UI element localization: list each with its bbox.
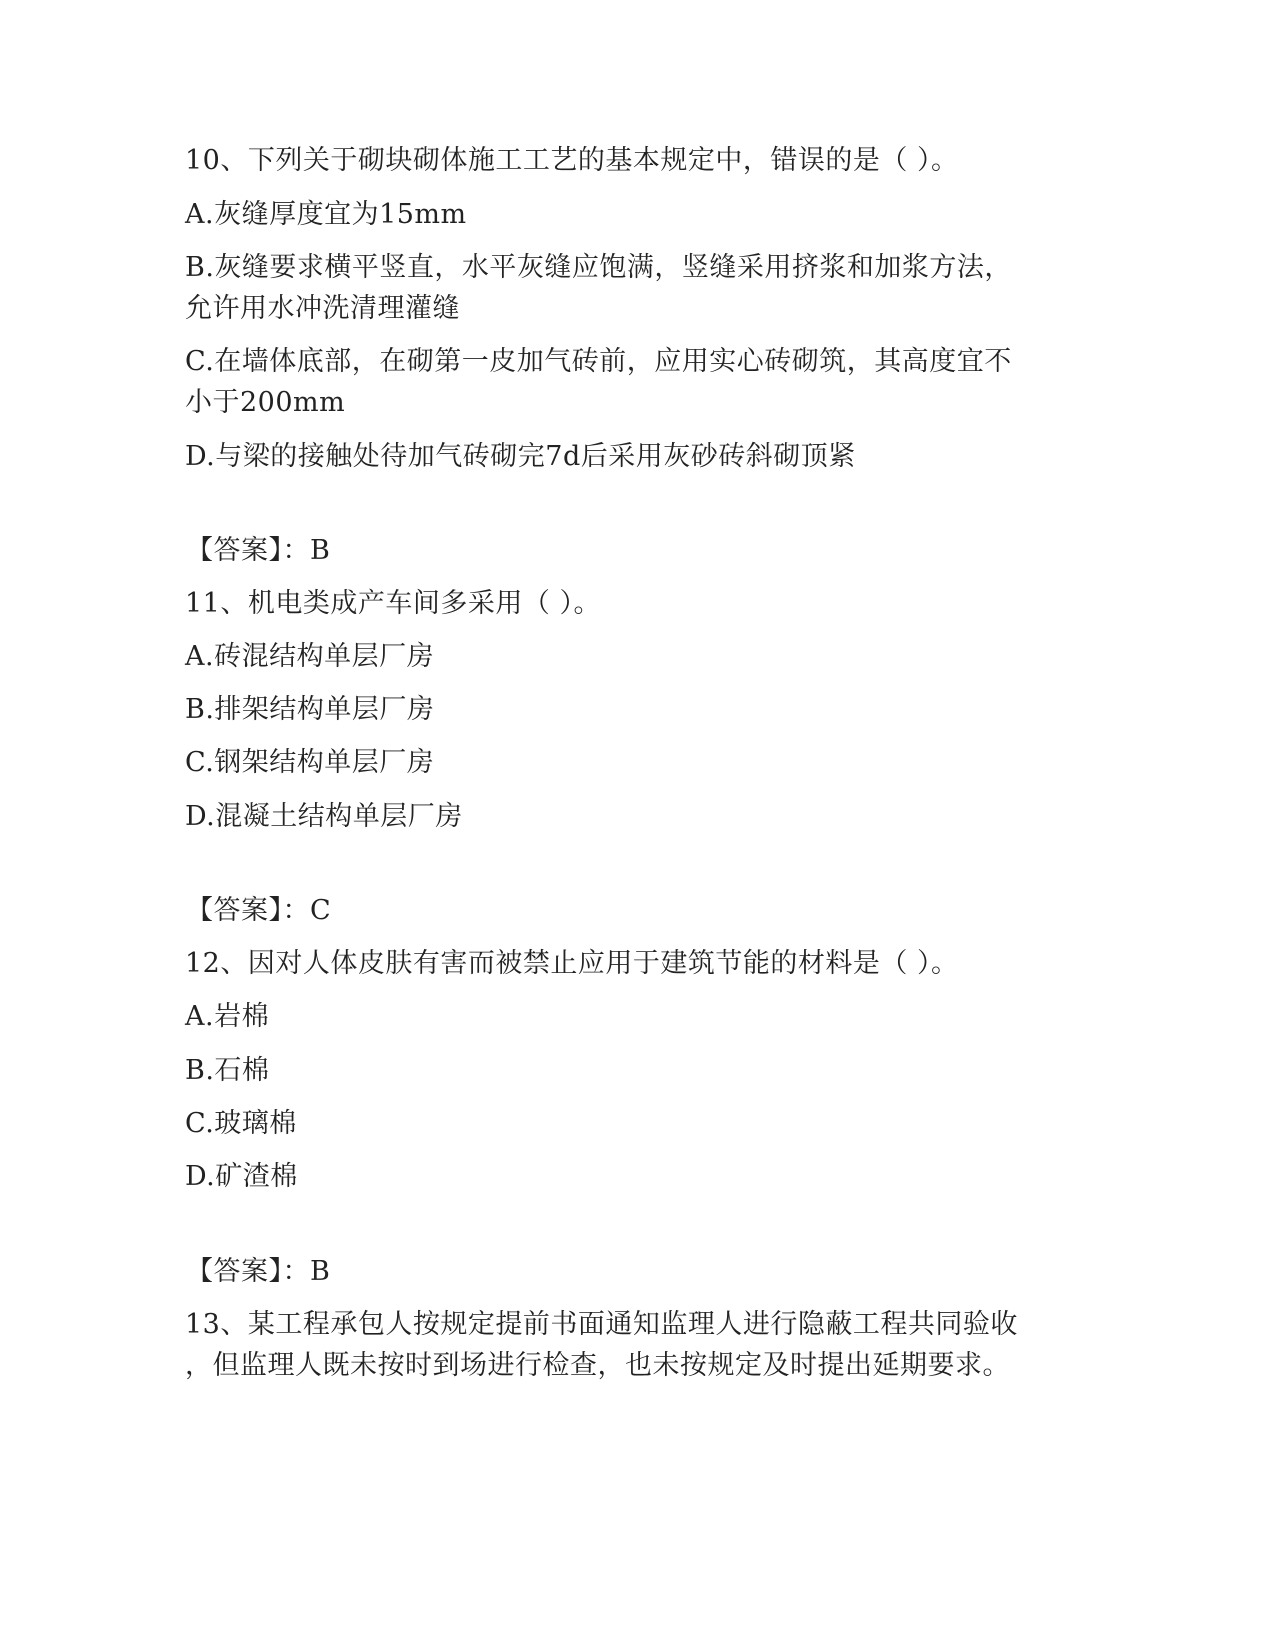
question-11-answer: 【答案】：C	[186, 895, 332, 926]
question-12-option-d: D.矿渣棉	[185, 1161, 298, 1192]
question-11-option-b: B.排架结构单层厂房	[185, 694, 435, 725]
question-11-stem: 11、机电类成产车间多采用（ ）。	[185, 588, 601, 619]
question-11-option-a: A.砖混结构单层厂房	[185, 641, 435, 672]
question-12-option-c: C.玻璃棉	[185, 1108, 297, 1139]
question-10-option-d: D.与梁的接触处待加气砖砌完7d后采用灰砂砖斜砌顶紧	[185, 441, 856, 472]
question-10-option-b-line1: B.灰缝要求横平竖直，水平灰缝应饱满，竖缝采用挤浆和加浆方法，	[185, 252, 1012, 283]
question-12-option-b: B.石棉	[185, 1055, 270, 1086]
question-11-option-d: D.混凝土结构单层厂房	[185, 801, 463, 832]
question-11-option-c: C.钢架结构单层厂房	[185, 747, 435, 778]
question-10-option-b-line2: 允许用水冲洗清理灌缝	[185, 293, 460, 324]
question-12-stem: 12、因对人体皮肤有害而被禁止应用于建筑节能的材料是（ ）。	[185, 948, 959, 979]
question-12-option-a: A.岩棉	[185, 1001, 270, 1032]
question-12-answer: 【答案】：B	[186, 1256, 331, 1287]
question-13-stem-line1: 13、某工程承包人按规定提前书面通知监理人进行隐蔽工程共同验收	[185, 1309, 1018, 1340]
question-13-stem-line2: ，但监理人既未按时到场进行检查，也未按规定及时提出延期要求。	[185, 1350, 1010, 1381]
question-10-stem: 10、下列关于砌块砌体施工工艺的基本规定中，错误的是（ ）。	[185, 145, 959, 176]
question-10-option-c-line1: C.在墙体底部，在砌第一皮加气砖前，应用实心砖砌筑，其高度宜不	[185, 346, 1012, 377]
question-10-option-a: A.灰缝厚度宜为15mm	[185, 199, 467, 230]
question-10-option-c-line2: 小于200mm	[185, 387, 346, 418]
question-10-answer: 【答案】：B	[186, 535, 331, 566]
